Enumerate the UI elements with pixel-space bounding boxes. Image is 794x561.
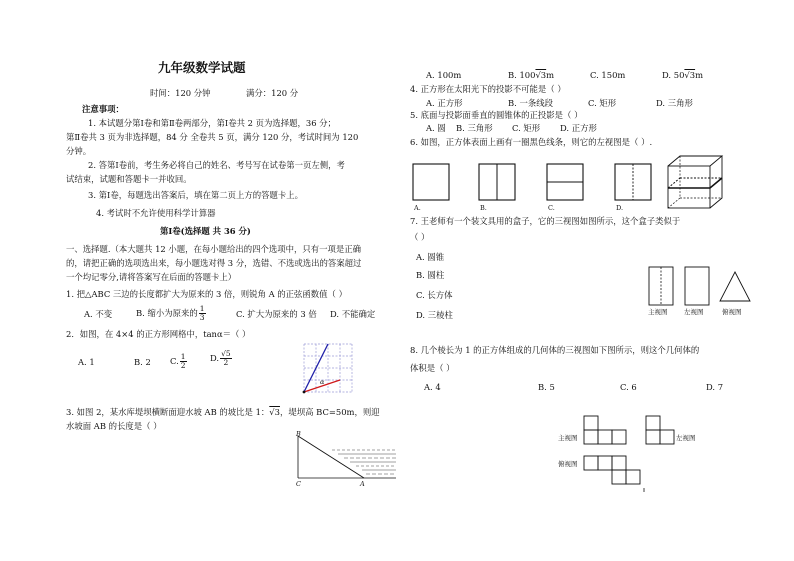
q1-fraction-num: 1 — [199, 304, 205, 313]
q1-fraction — [199, 305, 206, 322]
q3-option-c: C. 150m — [590, 70, 626, 80]
q6-option-d-figure — [614, 163, 652, 201]
q3-option-d-text: D. 50 — [662, 70, 685, 80]
q3-option-b-unit: m — [546, 70, 555, 80]
q3-line-2: 水坡面 AB 的长度是（ ） — [66, 421, 162, 431]
q7-left-view-caption: 左视图 — [684, 308, 704, 316]
q2-c-fraction-den: 2 — [180, 361, 186, 370]
note-3: 3. 第Ⅰ卷，每题选出答案后，填在第二页上方的答题卡上。 — [88, 190, 303, 200]
q8-three-views-figure — [556, 404, 720, 494]
q6-option-a-label: A. — [414, 204, 421, 212]
q3-option-d-unit: m — [695, 70, 704, 80]
q3-option-a: A. 100m — [426, 70, 462, 80]
q2-option-b: B. 2 — [134, 357, 151, 367]
q3-option-b — [508, 70, 554, 81]
q1-option-a: A. 不变 — [84, 309, 113, 319]
q5-option-b: B. 三角形 — [456, 123, 493, 133]
q7-option-a: A. 圆锥 — [416, 252, 445, 262]
section-intro-line-2: 的，请把正确的选项选出来，每小题选对得 3 分，选错、不选或选出的答案超过 — [66, 258, 362, 268]
q2-grid-figure — [298, 340, 358, 396]
q2-option-d — [210, 350, 233, 367]
q2-d-fraction — [220, 350, 232, 367]
q2-stem: 2．如图，在 4×4 的正方形网格中，tanα＝（ ） — [66, 329, 251, 339]
q8-option-b: B. 5 — [538, 382, 555, 392]
q7-main-view-figure — [648, 266, 674, 306]
q8-option-d: D. 7 — [706, 382, 724, 392]
q8-main-view-caption: 主视图 — [558, 434, 578, 442]
q3-option-d-root: √3 — [684, 70, 696, 80]
q7-left-view-figure — [684, 266, 710, 306]
q8-option-c: C. 6 — [620, 382, 637, 392]
q5-stem: 5. 底面与投影面垂直的圆锥体的正投影是（ ） — [410, 110, 583, 120]
q1-stem: 1. 把△ABC 三边的长度都扩大为原来的 3 倍，则锐角 A 的正弦函数值（ ） — [66, 289, 347, 299]
q2-option-d-label: D. — [210, 353, 220, 363]
note-1-line-3: 分钟。 — [66, 146, 92, 156]
q8-top-view-caption: 俯视图 — [558, 460, 578, 468]
note-1-line-2: 第Ⅱ卷共 3 页为非选择题，84 分 全卷共 5 页，满分 120 分，考试时间为 120 — [66, 132, 359, 142]
q6-stem: 6. 如图，正方体表面上画有一圈黑色线条，则它的左视图是（ ）. — [410, 137, 653, 147]
q7-main-view-caption: 主视图 — [648, 308, 668, 316]
page-title: 九年级数学试题 — [158, 60, 246, 75]
notes-heading: 注意事项： — [82, 104, 124, 114]
q5-option-d: D. 正方形 — [560, 123, 597, 133]
q3-label-c: C — [296, 480, 301, 488]
q3-line-1-tail: ，堤坝高 BC=50m，则迎 — [279, 407, 380, 417]
q4-option-d: D. 三角形 — [656, 98, 693, 108]
note-2-line-2: 试结束，试题和答题卡一并收回。 — [66, 174, 192, 184]
q4-option-b: B. 一条线段 — [508, 98, 553, 108]
q2-d-fraction-den: 2 — [223, 358, 229, 367]
q7-line-2: （ ） — [410, 232, 430, 242]
q7-top-view-caption: 俯视图 — [722, 308, 742, 316]
q2-c-fraction-num: 1 — [180, 352, 186, 361]
section-intro-line-1: 一、选择题.（本大题共 12 小题，在每小题给出的四个选项中，只有一项是正确 — [66, 244, 362, 254]
q1-option-b — [136, 305, 207, 322]
q4-option-c: C. 矩形 — [588, 98, 617, 108]
q8-left-view-caption: 左视图 — [676, 434, 696, 442]
q3-label-b: B — [296, 430, 301, 438]
q2-c-fraction — [180, 353, 187, 370]
q3-option-d — [662, 70, 703, 81]
q7-top-view-figure — [718, 270, 752, 304]
q6-option-c-figure — [546, 163, 584, 201]
q1-option-d: D. 不能确定 — [330, 309, 376, 319]
q5-option-a: A. 圆 — [426, 123, 446, 133]
q7-option-d: D. 三棱柱 — [416, 310, 453, 320]
q3-line-1-text: 3. 如图 2，某水库堤坝横断面迎水坡 AB 的坡比是 1： — [66, 407, 270, 417]
full-score: 满分：120 分 — [246, 88, 299, 98]
section-intro-line-3: 一个均记零分,请将答案写在后面的答题卡上） — [66, 272, 237, 282]
q2-d-fraction-num: √5 — [221, 349, 231, 358]
q8-option-a: A. 4 — [424, 382, 441, 392]
q5-option-c: C. 矩形 — [512, 123, 541, 133]
q3-option-b-root: √3 — [535, 70, 547, 80]
q2-option-c — [170, 353, 188, 370]
exam-time: 时间：120 分钟 — [150, 88, 211, 98]
note-4: 4. 考试时不允许使用科学计算器 — [96, 208, 216, 218]
q3-label-a: A — [360, 480, 365, 488]
q6-option-a-figure — [412, 163, 450, 201]
q6-option-d-label: D. — [616, 204, 624, 212]
note-2-line-1: 2. 答第Ⅰ卷前，考生务必将自己的姓名、考号写在试卷第一页左侧，考 — [88, 160, 345, 170]
section-title: 第Ⅰ卷(选择题 共 36 分) — [160, 226, 251, 236]
q2-alpha-label: α — [320, 378, 325, 386]
q3-dam-figure — [292, 430, 400, 492]
q8-line-2: 体积是（ ） — [410, 363, 455, 373]
q1-fraction-den: 3 — [199, 313, 205, 322]
q8-line-1: 8. 几个棱长为 1 的正方体组成的几何体的三视图如下图所示，则这个几何体的 — [410, 345, 700, 355]
q1-option-b-text: B. 缩小为原来的 — [136, 308, 198, 318]
q3-option-b-text: B. 100 — [508, 70, 536, 80]
q7-option-b: B. 圆柱 — [416, 270, 445, 280]
q6-option-c-label: C. — [548, 204, 555, 212]
q6-option-b-label: B. — [480, 204, 487, 212]
q3-line-1 — [66, 407, 380, 418]
note-1-line-1: 1. 本试题分第Ⅰ卷和第Ⅱ卷两部分，第Ⅰ卷共 2 页为选择题，36 分； — [88, 118, 336, 128]
q2-option-a: A. 1 — [78, 357, 95, 367]
q3-root: √3 — [269, 407, 280, 417]
q6-cube-figure — [664, 152, 728, 212]
q7-option-c: C. 长方体 — [416, 290, 453, 300]
q7-line-1: 7. 王老师有一个装文具用的盒子，它的三视图如图所示，这个盒子类似于 — [410, 216, 681, 226]
q4-option-a: A. 正方形 — [426, 98, 463, 108]
q1-option-c: C. 扩大为原来的 3 倍 — [236, 309, 317, 319]
q6-option-b-figure — [478, 163, 516, 201]
q4-stem: 4. 正方形在太阳光下的投影不可能是（ ） — [410, 84, 566, 94]
q2-option-c-label: C. — [170, 356, 179, 366]
